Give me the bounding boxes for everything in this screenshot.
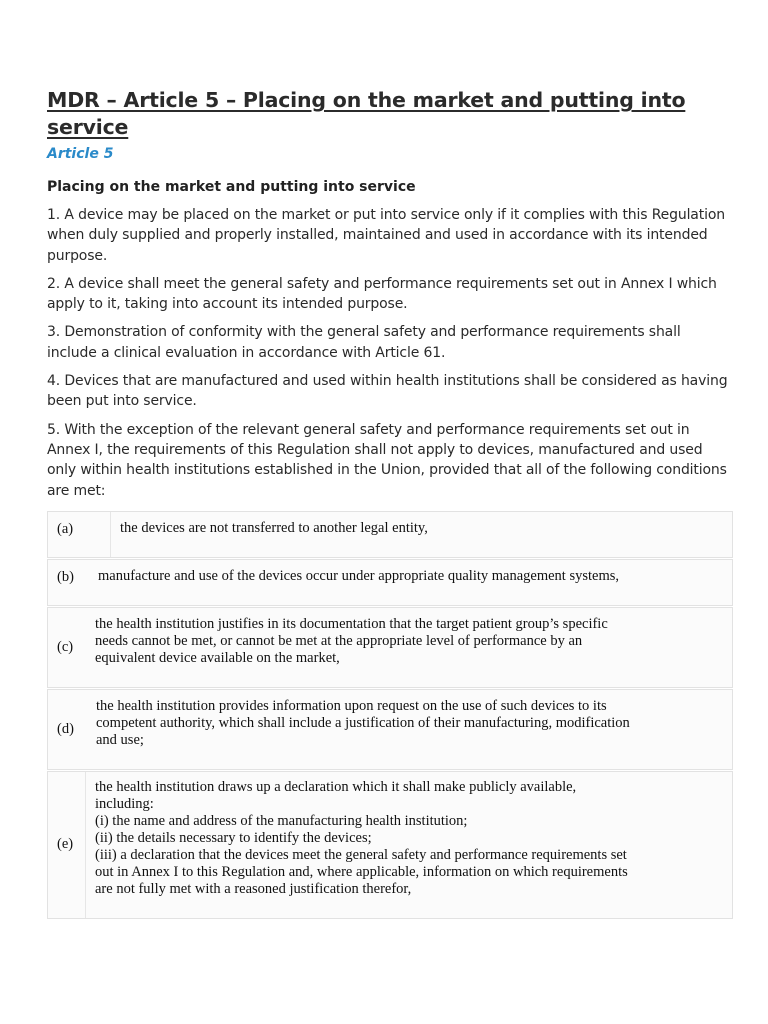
condition-text [89,560,627,605]
condition-line: (i) the name and address of the manufacturing health institution; [95,812,468,829]
condition-line: the health institution draws up a declaration which it shall make publicly available, [95,778,577,795]
condition-row-a [47,511,733,558]
page-title: MDR – Article 5 – Placing on the market and putting into service [47,88,686,139]
condition-line: the devices are not transferred to another legal entity, [120,519,428,536]
condition-label: (a) [48,512,111,557]
article-subtitle: Article 5 [47,146,114,162]
condition-text [86,608,616,687]
condition-line: out in Annex I to this Regulation and, where applicable, information on which requirements [95,863,628,880]
condition-line: equivalent device available on the market, [95,649,340,666]
condition-label: (c) [57,638,74,655]
condition-row-c [47,607,733,688]
condition-line: the health institution justifies in its documentation that the target patient group’s specific [95,615,608,632]
condition-row-d [47,689,733,770]
paragraph-5: 5. With the exception of the relevant general safety and performance requirements set out in Annex I, the requirements of this Regulation shall not apply to devices, manufactured and used only within health institutions established in the Union, provided that all of the following conditions are met: [47,421,727,499]
document-page [47,87,733,920]
condition-row-e [47,771,733,919]
condition-label: (d) [57,720,74,737]
condition-text [86,772,636,918]
condition-line: are not fully met with a reasoned justification therefor, [95,880,412,897]
condition-row-b [47,559,733,606]
paragraph-4: 4. Devices that are manufactured and used within health institutions shall be considered as having been put into service. [47,373,728,410]
condition-text [87,690,638,769]
conditions-table [47,511,733,919]
paragraph-3: 3. Demonstration of conformity with the general safety and performance requirements shall include a clinical evaluation in accordance with Article 61. [47,324,681,361]
condition-label: (b) [57,568,74,585]
condition-line: (iii) a declaration that the devices meet the general safety and performance requirements set [95,846,627,863]
condition-line: competent authority, which shall include a justification of their manufacturing, modification [96,714,630,731]
condition-line: (ii) the details necessary to identify the devices; [95,829,372,846]
condition-line: the health institution provides information upon request on the use of such devices to its [96,697,607,714]
condition-line: including: [95,795,154,812]
condition-label: (e) [48,772,86,918]
condition-line: manufacture and use of the devices occur under appropriate quality management systems, [98,567,620,584]
paragraph-1: 1. A device may be placed on the market or put into service only if it complies with this Regulation when duly supplied and properly installed, maintained and used in accordance with its intended purpose. [47,207,725,264]
condition-line: and use; [96,731,144,748]
condition-text [111,512,436,557]
paragraph-2: 2. A device shall meet the general safety and performance requirements set out in Annex I which apply to it, taking into account its intended purpose. [47,275,717,313]
section-heading: Placing on the market and putting into service [47,179,416,195]
condition-line: needs cannot be met, or cannot be met at the appropriate level of performance by an [95,632,583,649]
